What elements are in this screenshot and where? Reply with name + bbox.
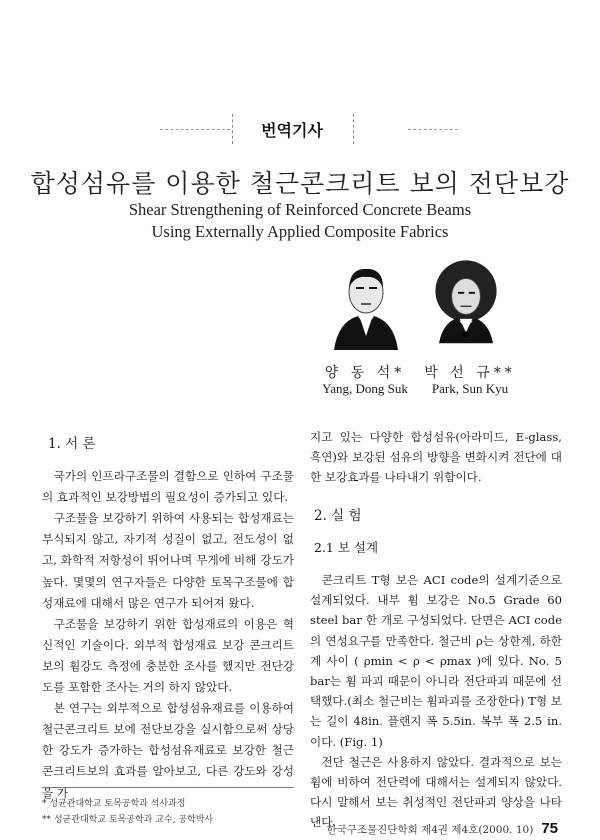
- journal-citation: 한국구조물진단학회 제4권 제4호(2000. 10): [326, 824, 534, 836]
- author-name-en: Park, Sun Kyu: [431, 381, 509, 396]
- page-footer: [326, 820, 558, 837]
- section-heading-experiment: 2. 실 험: [314, 507, 362, 524]
- title-korean: 합성섬유를 이용한 철근콘크리트 보의 전단보강: [30, 169, 570, 198]
- title-english-line2: Using Externally Applied Composite Fabrics: [151, 222, 449, 241]
- title-english-line1: Shear Strengthening of Reinforced Concrete Beams: [128, 200, 472, 219]
- header-rule-left: [160, 129, 230, 130]
- footnote-divider: [42, 787, 294, 788]
- paragraph: 콘크리트 T형 보은 ACI code의 설계기준으로 설계되었다. 내부 휨 보강은 No.5 Grade 60 steel bar 한 개로 구성되었다. 단면은 ACI code의 연성요구를 만족한다. 철근비 ρ는 상한계, 하한계 사이 ( ρmin < ρ < ρmax )에 있다. No. 5 bar는 휨 파괴 때문이 아니라 전단파괴 때문에 선택했다.(최소 철근비는 휨파괴를 조장한다) T형 보는 길이 48in. 플랜지 폭 5.5in. 복부 폭 2.5 in.이다. (Fig. 1): [310, 573, 562, 749]
- author-name-en: Yang, Dong Suk: [322, 381, 408, 396]
- author-photo-park: [430, 252, 502, 348]
- subsection-heading-beam-design: 2.1 보 설계: [314, 539, 379, 555]
- paragraph: 본 연구는 외부적으로 합성섬유재료를 이용하여 철근콘크리트 보에 전단보강을 실시함으로써 상당한 강도가 증가하는 합성섬유재료로 보강한 철근 콘크리트보의 효과를 알아보고, 다른 강도와 강성을 가: [42, 701, 294, 800]
- left-column: [42, 434, 294, 804]
- section-heading-intro: 1. 서 론: [48, 436, 96, 452]
- paragraph-continuation: 지고 있는 다양한 합성섬유(아라미드, E-glass, 흑연)와 보강된 섬유의 방향을 변화시켜 전단에 대한 보강효과를 나타내기 위함이다.: [310, 430, 562, 485]
- right-column: [310, 427, 562, 833]
- paragraph: 전단 철근은 사용하지 않았다. 결과적으로 보는 휨에 비하여 전단력에 대해서는 설계되지 않았다. 다시 말해서 보는 취성적인 전단파괴 양상을 나타낸다.: [310, 754, 562, 830]
- paragraph: 구조물을 보강하기 위하여 사용되는 합성재료는 부식되지 않고, 자기적 성질이 없고, 전도성이 없고, 화학적 저항성이 뛰어나며 무게에 비해 강도가 높다. 몇몇의 연구자들은 다양한 토목구조물에 합성재료에 대해서 많은 연구가 되어져 왔다.: [42, 511, 294, 610]
- footnote: * 성균관대학교 토목공학과 석사과정: [42, 799, 186, 809]
- footnote: ** 성균관대학교 토목공학과 교수, 공학박사: [42, 815, 214, 825]
- paragraph: 국가의 인프라구조물의 결함으로 인하여 구조물의 효과적인 보강방법의 필요성이 증가되고 있다.: [42, 469, 294, 505]
- page-number: 75: [541, 820, 558, 837]
- author-name-ko: 박 선 규**: [424, 365, 516, 381]
- paragraph: 구조물을 보강하기 위한 합성재료의 이용은 혁신적인 기술이다. 외부적 합성재료 보강 콘크리트 보의 휨강도 측정에 충분한 조사를 했지만 전단강도를 포함한 조사는 거의 하지 않았다.: [42, 616, 294, 695]
- author-photo-yang: [330, 258, 402, 354]
- author-name-ko: 양 동 석*: [324, 365, 406, 381]
- header-rule-right: [408, 129, 458, 130]
- section-label: 번역기사: [261, 121, 323, 140]
